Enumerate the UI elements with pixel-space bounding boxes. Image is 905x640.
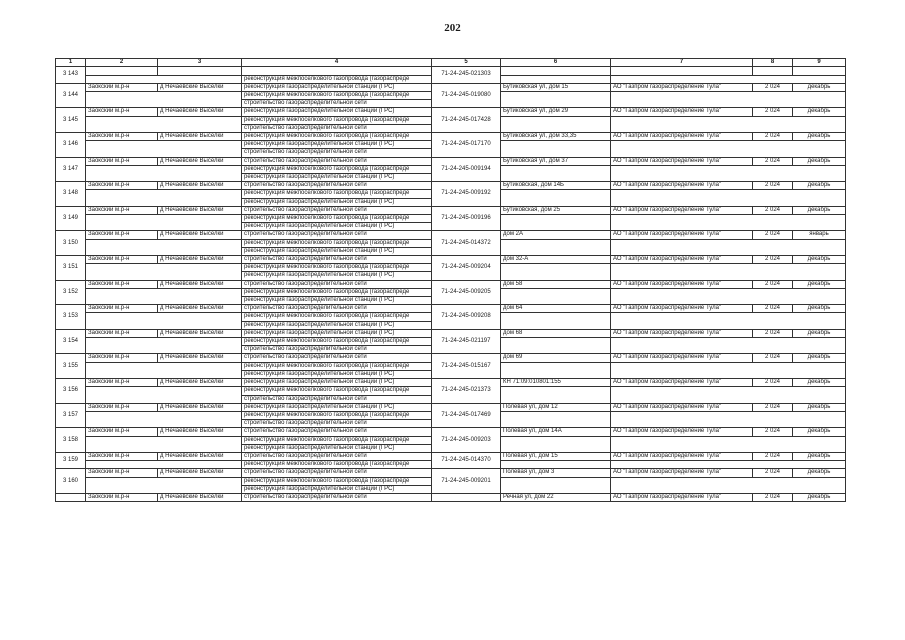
organization-cell: АО "Газпром газораспределение Тула" — [611, 133, 753, 141]
table-row — [56, 157, 846, 165]
table-row — [56, 428, 846, 436]
year-cell: 2 024 — [753, 108, 793, 116]
work-type-cell: строительство газораспределительной сети — [242, 231, 432, 239]
table-row — [56, 452, 846, 460]
object-code-cell: 71-24-245-019080 — [432, 83, 501, 108]
year-cell: 2 024 — [753, 428, 793, 436]
settlement-cell: д Нечаевские Выселки — [158, 231, 242, 239]
empty-cell — [86, 338, 242, 354]
empty-cell — [611, 75, 846, 83]
address-cell: Полевая ул, дом 12 — [501, 403, 611, 411]
empty-cell — [86, 313, 242, 329]
work-type-cell: реконструкция газораспределительной станции (ГРС) — [242, 174, 432, 182]
empty-cell — [86, 461, 242, 469]
settlement-cell: д Нечаевские Выселки — [158, 493, 242, 501]
empty-cell — [501, 116, 611, 132]
table-row — [56, 206, 846, 214]
empty-cell — [501, 141, 611, 157]
data-table — [55, 58, 846, 502]
month-cell: декабрь — [793, 329, 846, 337]
row-number — [56, 493, 86, 501]
row-number: 3 150 — [56, 231, 86, 256]
month-cell: январь — [793, 231, 846, 239]
empty-cell — [501, 165, 611, 181]
year-cell: 2 024 — [753, 329, 793, 337]
settlement-cell: д Нечаевские Выселки — [158, 182, 242, 190]
table-row — [56, 231, 846, 239]
work-type-cell: реконструкция межпоселкового газопровода (газораспреде — [242, 387, 432, 395]
header-cell-4: 4 — [242, 59, 432, 67]
settlement-cell: д Нечаевские Выселки — [158, 133, 242, 141]
empty-cell — [501, 362, 611, 378]
organization-cell: АО "Газпром газораспределение Тула" — [611, 428, 753, 436]
empty-cell — [86, 239, 242, 255]
organization-cell: АО "Газпром газораспределение Тула" — [611, 83, 753, 91]
empty-cell — [611, 165, 846, 181]
table-row — [56, 379, 846, 387]
work-type-cell: реконструкция газораспределительной станции (ГРС) — [242, 141, 432, 149]
empty-cell — [86, 411, 242, 427]
work-type-cell: строительство газораспределительной сети — [242, 493, 432, 501]
work-type-cell: строительство газораспределительной сети — [242, 346, 432, 354]
row-number: 3 153 — [56, 305, 86, 330]
row-number: 3 154 — [56, 329, 86, 354]
district-cell: Заокский м.р-н — [86, 493, 158, 501]
work-type-cell: реконструкция межпоселкового газопровода (газораспреде — [242, 75, 432, 83]
empty-cell — [501, 436, 611, 452]
table-row — [56, 108, 846, 116]
year-cell: 2 024 — [753, 493, 793, 501]
settlement-cell: д Нечаевские Выселки — [158, 256, 242, 264]
empty-cell — [86, 215, 242, 231]
empty-cell — [611, 313, 846, 329]
year-cell: 2 024 — [753, 403, 793, 411]
settlement-cell: д Нечаевские Выселки — [158, 83, 242, 91]
empty-cell — [611, 239, 846, 255]
object-code-cell: 71-24-245-014370 — [432, 452, 501, 468]
empty-cell — [86, 116, 242, 132]
work-type-cell: реконструкция газораспределительной станции (ГРС) — [242, 321, 432, 329]
settlement-cell: д Нечаевские Выселки — [158, 305, 242, 313]
work-type-cell: реконструкция межпоселкового газопровода (газораспреде — [242, 165, 432, 173]
work-type-cell: строительство газораспределительной сети — [242, 149, 432, 157]
empty-cell — [501, 338, 611, 354]
organization-cell: АО "Газпром газораспределение Тула" — [611, 108, 753, 116]
work-type-cell: строительство газораспределительной сети — [242, 469, 432, 477]
object-code-cell: 71-24-245-017469 — [432, 403, 501, 428]
empty-cell — [611, 116, 846, 132]
month-cell: декабрь — [793, 354, 846, 362]
organization-cell: АО "Газпром газораспределение Тула" — [611, 403, 753, 411]
empty-cell — [86, 387, 242, 403]
address-cell: Полевая ул, дом 14А — [501, 428, 611, 436]
table-row — [56, 469, 846, 477]
header-cell-1: 1 — [56, 59, 86, 67]
organization-cell: АО "Газпром газораспределение Тула" — [611, 231, 753, 239]
work-type-cell: реконструкция межпоселкового газопровода (газораспреде — [242, 362, 432, 370]
month-cell: декабрь — [793, 305, 846, 313]
empty-cell — [501, 264, 611, 280]
empty-cell — [501, 411, 611, 427]
work-type-cell: строительство газораспределительной сети — [242, 305, 432, 313]
object-code-cell: 71-24-245-009205 — [432, 280, 501, 305]
address-cell: Бутиковская, дом 25 — [501, 206, 611, 214]
empty-cell — [86, 75, 242, 83]
address-cell: Бутиковская ул, дом 15 — [501, 83, 611, 91]
address-cell: Бутиковская ул, дом 29 — [501, 108, 611, 116]
row-number: 3 143 — [56, 67, 86, 83]
page-number: 202 — [444, 22, 461, 34]
empty-cell — [501, 91, 611, 107]
row-number: 3 156 — [56, 379, 86, 404]
empty-cell — [611, 477, 846, 493]
empty-cell — [501, 215, 611, 231]
organization-cell: АО "Газпром газораспределение Тула" — [611, 329, 753, 337]
month-cell: декабрь — [793, 452, 846, 460]
row-number: 3 152 — [56, 280, 86, 305]
empty-cell — [501, 461, 611, 469]
row-number: 3 160 — [56, 469, 86, 494]
settlement-cell: д Нечаевские Выселки — [158, 108, 242, 116]
month-cell: декабрь — [793, 108, 846, 116]
organization-cell: АО "Газпром газораспределение Тула" — [611, 305, 753, 313]
month-cell: декабрь — [793, 182, 846, 190]
work-type-cell: реконструкция газораспределительной станции (ГРС) — [242, 485, 432, 493]
empty-cell — [86, 264, 242, 280]
work-type-cell: реконструкция межпоселкового газопровода (газораспреде — [242, 133, 432, 141]
work-type-cell: строительство газораспределительной сети — [242, 206, 432, 214]
year-cell: 2 024 — [753, 206, 793, 214]
work-type-cell: реконструкция межпоселкового газопровода (газораспреде — [242, 313, 432, 321]
district-cell: Заокский м.р-н — [86, 182, 158, 190]
work-type-cell: реконструкция газораспределительной станции (ГРС) — [242, 370, 432, 378]
work-type-cell: строительство газораспределительной сети — [242, 256, 432, 264]
district-cell: Заокский м.р-н — [86, 280, 158, 288]
address-cell: КН 71:09:010801:155 — [501, 379, 611, 387]
district-cell: Заокский м.р-н — [86, 157, 158, 165]
year-cell: 2 024 — [753, 83, 793, 91]
header-cell-5: 5 — [432, 59, 501, 67]
empty-cell — [86, 288, 242, 304]
district-cell: Заокский м.р-н — [86, 108, 158, 116]
table-header — [56, 59, 846, 67]
header-cell-9: 9 — [793, 59, 846, 67]
row-number: 3 149 — [56, 206, 86, 231]
work-type-cell: реконструкция межпоселкового газопровода (газораспреде — [242, 288, 432, 296]
year-cell: 2 024 — [753, 157, 793, 165]
work-type-cell — [242, 67, 432, 75]
table-row — [56, 256, 846, 264]
empty-cell — [501, 387, 611, 403]
row-number: 3 144 — [56, 83, 86, 108]
empty-cell — [611, 436, 846, 452]
work-type-cell: реконструкция межпоселкового газопровода (газораспреде — [242, 411, 432, 419]
work-type-cell: реконструкция газораспределительной станции (ГРС) — [242, 198, 432, 206]
header-cell-2: 2 — [86, 59, 158, 67]
year-cell: 2 024 — [753, 379, 793, 387]
year-cell — [753, 67, 793, 75]
address-cell: Бутиковская, дом 14Б — [501, 182, 611, 190]
object-code-cell: 71-24-245-021303 — [432, 67, 501, 83]
empty-cell — [611, 362, 846, 378]
empty-cell — [611, 338, 846, 354]
settlement-cell: д Нечаевские Выселки — [158, 329, 242, 337]
work-type-cell: реконструкция межпоселкового газопровода (газораспреде — [242, 91, 432, 99]
empty-cell — [501, 288, 611, 304]
district-cell: Заокский м.р-н — [86, 354, 158, 362]
organization-cell: АО "Газпром газораспределение Тула" — [611, 206, 753, 214]
address-cell: Бутиковская ул, дом 37 — [501, 157, 611, 165]
table-row — [56, 182, 846, 190]
organization-cell: АО "Газпром газораспределение Тула" — [611, 493, 753, 501]
month-cell: декабрь — [793, 379, 846, 387]
empty-cell — [611, 91, 846, 107]
organization-cell: АО "Газпром газораспределение Тула" — [611, 256, 753, 264]
month-cell: декабрь — [793, 469, 846, 477]
table-row — [56, 67, 846, 75]
object-code-cell: 71-24-245-014372 — [432, 231, 501, 256]
work-type-cell: реконструкция газораспределительной станции (ГРС) — [242, 272, 432, 280]
work-type-cell: строительство газораспределительной сети — [242, 354, 432, 362]
address-cell: Полевая ул, дом 3 — [501, 469, 611, 477]
district-cell: Заокский м.р-н — [86, 329, 158, 337]
district-cell — [86, 67, 158, 75]
empty-cell — [86, 436, 242, 452]
work-type-cell: реконструкция межпоселкового газопровода (газораспреде — [242, 190, 432, 198]
table-row — [56, 493, 846, 501]
row-number: 3 159 — [56, 452, 86, 468]
organization-cell: АО "Газпром газораспределение Тула" — [611, 379, 753, 387]
work-type-cell: строительство газораспределительной сети — [242, 420, 432, 428]
work-type-cell: реконструкция межпоселкового газопровода (газораспреде — [242, 338, 432, 346]
empty-cell — [611, 141, 846, 157]
year-cell: 2 024 — [753, 452, 793, 460]
year-cell: 2 024 — [753, 280, 793, 288]
month-cell — [793, 67, 846, 75]
object-code-cell: 71-24-245-009208 — [432, 305, 501, 330]
empty-cell — [501, 477, 611, 493]
address-cell: Бутиковская ул, дом 33,35 — [501, 133, 611, 141]
district-cell: Заокский м.р-н — [86, 379, 158, 387]
organization-cell: АО "Газпром газораспределение Тула" — [611, 469, 753, 477]
work-type-cell: строительство газораспределительной сети — [242, 182, 432, 190]
organization-cell: АО "Газпром газораспределение Тула" — [611, 354, 753, 362]
object-code-cell: 71-24-245-021197 — [432, 329, 501, 354]
settlement-cell: д Нечаевские Выселки — [158, 452, 242, 460]
header-row — [56, 59, 846, 67]
work-type-cell: реконструкция межпоселкового газопровода (газораспреде — [242, 264, 432, 272]
object-code-cell: 71-24-245-009201 — [432, 469, 501, 494]
row-number: 3 145 — [56, 108, 86, 133]
settlement-cell — [158, 67, 242, 75]
header-cell-7: 7 — [611, 59, 753, 67]
work-type-cell: реконструкция газораспределительной станции (ГРС) — [242, 379, 432, 387]
table-row — [56, 280, 846, 288]
work-type-cell: реконструкция газораспределительной станции (ГРС) — [242, 403, 432, 411]
empty-cell — [611, 264, 846, 280]
year-cell: 2 024 — [753, 133, 793, 141]
month-cell: декабрь — [793, 83, 846, 91]
address-cell: дом 64 — [501, 305, 611, 313]
work-type-cell: строительство газораспределительной сети — [242, 157, 432, 165]
object-code-cell: 71-24-245-009192 — [432, 182, 501, 207]
table-row — [56, 403, 846, 411]
empty-cell — [86, 91, 242, 107]
district-cell: Заокский м.р-н — [86, 428, 158, 436]
district-cell: Заокский м.р-н — [86, 305, 158, 313]
header-cell-6: 6 — [501, 59, 611, 67]
month-cell: декабрь — [793, 493, 846, 501]
settlement-cell: д Нечаевские Выселки — [158, 206, 242, 214]
month-cell: декабрь — [793, 403, 846, 411]
address-cell — [501, 67, 611, 75]
table-row — [56, 305, 846, 313]
object-code-cell: 71-24-245-009203 — [432, 428, 501, 453]
row-number: 3 155 — [56, 354, 86, 379]
organization-cell: АО "Газпром газораспределение Тула" — [611, 182, 753, 190]
table-row — [56, 133, 846, 141]
row-number: 3 157 — [56, 403, 86, 428]
empty-cell — [611, 411, 846, 427]
month-cell: декабрь — [793, 256, 846, 264]
work-type-cell: реконструкция межпоселкового газопровода (газораспреде — [242, 436, 432, 444]
settlement-cell: д Нечаевские Выселки — [158, 280, 242, 288]
object-code-cell: 71-24-245-015167 — [432, 354, 501, 379]
work-type-cell: строительство газораспределительной сети — [242, 395, 432, 403]
work-type-cell: строительство газораспределительной сети — [242, 124, 432, 132]
district-cell: Заокский м.р-н — [86, 256, 158, 264]
empty-cell — [501, 313, 611, 329]
empty-cell — [611, 387, 846, 403]
settlement-cell: д Нечаевские Выселки — [158, 157, 242, 165]
address-cell: Полевая ул, дом 15 — [501, 452, 611, 460]
work-type-cell: реконструкция газораспределительной станции (ГРС) — [242, 297, 432, 305]
settlement-cell: д Нечаевские Выселки — [158, 403, 242, 411]
district-cell: Заокский м.р-н — [86, 403, 158, 411]
work-type-cell: реконструкция газораспределительной станции (ГРС) — [242, 444, 432, 452]
address-cell: дом 58 — [501, 280, 611, 288]
row-number: 3 147 — [56, 157, 86, 182]
row-number: 3 146 — [56, 133, 86, 158]
work-type-cell: реконструкция газораспределительной станции (ГРС) — [242, 83, 432, 91]
work-type-cell: реконструкция межпоселкового газопровода (газораспреде — [242, 239, 432, 247]
settlement-cell: д Нечаевские Выселки — [158, 428, 242, 436]
year-cell: 2 024 — [753, 305, 793, 313]
work-type-cell: реконструкция межпоселкового газопровода (газораспреде — [242, 215, 432, 223]
month-cell: декабрь — [793, 280, 846, 288]
district-cell: Заокский м.р-н — [86, 206, 158, 214]
address-cell: дом 2А — [501, 231, 611, 239]
header-cell-8: 8 — [753, 59, 793, 67]
district-cell: Заокский м.р-н — [86, 231, 158, 239]
district-cell: Заокский м.р-н — [86, 83, 158, 91]
object-code-cell: 71-24-245-017170 — [432, 133, 501, 158]
month-cell: декабрь — [793, 157, 846, 165]
year-cell: 2 024 — [753, 469, 793, 477]
year-cell: 2 024 — [753, 256, 793, 264]
empty-cell — [501, 239, 611, 255]
table-row — [56, 83, 846, 91]
work-type-cell: реконструкция межпоселкового газопровода (газораспреде — [242, 477, 432, 485]
work-type-cell: строительство газораспределительной сети — [242, 280, 432, 288]
header-cell-3: 3 — [158, 59, 242, 67]
organization-cell: АО "Газпром газораспределение Тула" — [611, 452, 753, 460]
work-type-cell: реконструкция газораспределительной станции (ГРС) — [242, 223, 432, 231]
district-cell: Заокский м.р-н — [86, 133, 158, 141]
empty-cell — [501, 75, 611, 83]
year-cell: 2 024 — [753, 182, 793, 190]
empty-cell — [611, 215, 846, 231]
organization-cell — [611, 67, 753, 75]
object-code-cell: 71-24-245-017428 — [432, 108, 501, 133]
address-cell: дом 68 — [501, 329, 611, 337]
year-cell: 2 024 — [753, 231, 793, 239]
table-row — [56, 354, 846, 362]
month-cell: декабрь — [793, 206, 846, 214]
month-cell: декабрь — [793, 428, 846, 436]
settlement-cell: д Нечаевские Выселки — [158, 379, 242, 387]
empty-cell — [86, 141, 242, 157]
table-body — [56, 67, 846, 502]
settlement-cell: д Нечаевские Выселки — [158, 354, 242, 362]
empty-cell — [501, 190, 611, 206]
empty-cell — [86, 165, 242, 181]
object-code-cell — [432, 493, 501, 501]
object-code-cell: 71-24-245-009194 — [432, 157, 501, 182]
empty-cell — [611, 461, 846, 469]
organization-cell: АО "Газпром газораспределение Тула" — [611, 157, 753, 165]
district-cell: Заокский м.р-н — [86, 469, 158, 477]
work-type-cell: реконструкция газораспределительной станции (ГРС) — [242, 329, 432, 337]
row-number: 3 151 — [56, 256, 86, 281]
table-row — [56, 329, 846, 337]
empty-cell — [86, 190, 242, 206]
object-code-cell: 71-24-245-009196 — [432, 206, 501, 231]
month-cell: декабрь — [793, 133, 846, 141]
object-code-cell: 71-24-245-021373 — [432, 379, 501, 404]
address-cell: Речная ул, дом 22 — [501, 493, 611, 501]
work-type-cell: реконструкция межпоселкового газопровода (газораспреде — [242, 116, 432, 124]
object-code-cell: 71-24-245-009204 — [432, 256, 501, 281]
year-cell: 2 024 — [753, 354, 793, 362]
address-cell: дом 32-А — [501, 256, 611, 264]
work-type-cell: строительство газораспределительной сети — [242, 100, 432, 108]
work-type-cell: реконструкция газораспределительной станции (ГРС) — [242, 108, 432, 116]
address-cell: дом 69 — [501, 354, 611, 362]
organization-cell: АО "Газпром газораспределение Тула" — [611, 280, 753, 288]
empty-cell — [86, 362, 242, 378]
work-type-cell: реконструкция газораспределительной станции (ГРС) — [242, 247, 432, 255]
row-number: 3 158 — [56, 428, 86, 453]
empty-cell — [86, 477, 242, 493]
work-type-cell: строительство газораспределительной сети — [242, 428, 432, 436]
settlement-cell: д Нечаевские Выселки — [158, 469, 242, 477]
work-type-cell: строительство газораспределительной сети — [242, 452, 432, 460]
row-number: 3 148 — [56, 182, 86, 207]
empty-cell — [611, 190, 846, 206]
district-cell: Заокский м.р-н — [86, 452, 158, 460]
work-type-cell: реконструкция межпоселкового газопровода (газораспреде — [242, 461, 432, 469]
empty-cell — [611, 288, 846, 304]
